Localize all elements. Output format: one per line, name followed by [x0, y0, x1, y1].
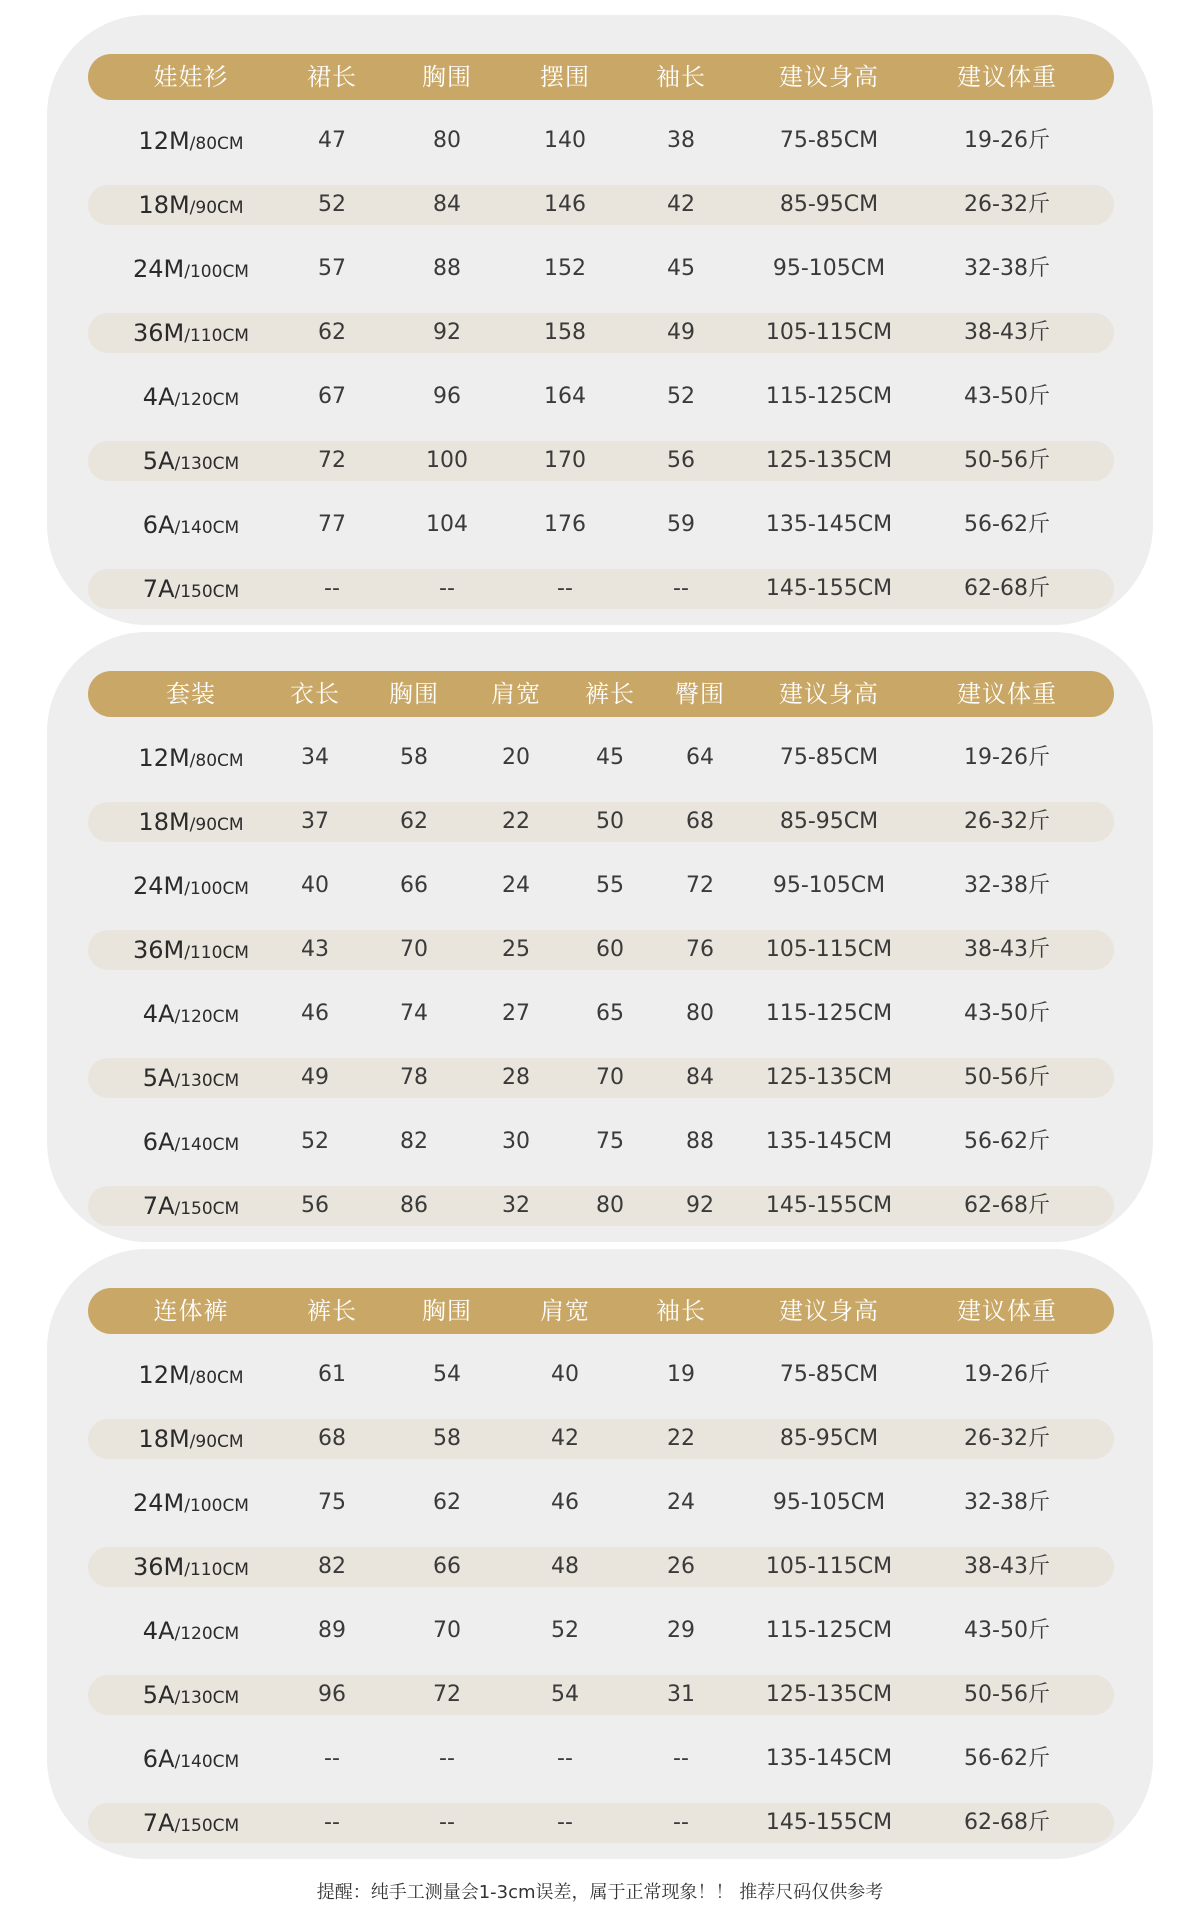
data-cell: 75-85CM: [779, 745, 879, 770]
data-cell: 50-56斤: [964, 1065, 1050, 1090]
data-cell: 68: [686, 809, 714, 834]
data-cell: 62-68斤: [964, 1193, 1050, 1218]
data-cell: 40: [551, 1362, 579, 1387]
header-cell: 建议身高: [779, 680, 879, 708]
data-cell: 26-32斤: [964, 1426, 1050, 1451]
data-cell: 29: [667, 1618, 695, 1643]
header-cell: 裤长: [307, 1297, 357, 1325]
data-cell: 170: [544, 448, 586, 473]
data-cell: 152: [544, 256, 586, 281]
data-cell: 62-68斤: [964, 576, 1050, 601]
data-cell: 48: [551, 1554, 579, 1579]
data-cell: 95-105CM: [772, 873, 886, 898]
size-height-suffix: /90CM: [189, 815, 244, 835]
data-cell: 64: [686, 745, 714, 770]
data-cell: 20: [502, 745, 530, 770]
size-label: [133, 938, 249, 962]
data-cell: 52: [551, 1618, 579, 1643]
data-cell: 66: [400, 873, 428, 898]
data-cell: 60: [596, 937, 624, 962]
data-cell: 55: [596, 873, 624, 898]
data-cell: 125-135CM: [765, 1682, 893, 1707]
data-cell: 80: [686, 1001, 714, 1026]
data-cell: 19-26斤: [964, 745, 1050, 770]
size-label: [133, 1491, 249, 1515]
data-cell: 32-38斤: [964, 1490, 1050, 1515]
size-code: 4A: [142, 1000, 175, 1028]
data-cell: 54: [551, 1682, 579, 1707]
size-height-suffix: /80CM: [189, 1368, 244, 1388]
header-cell: 胸围: [422, 1297, 472, 1325]
data-cell: 115-125CM: [765, 1618, 893, 1643]
data-cell: --: [439, 1746, 455, 1771]
data-cell: 145-155CM: [765, 1193, 893, 1218]
size-height-suffix: /80CM: [189, 751, 244, 771]
header-cell: 肩宽: [491, 680, 541, 708]
data-cell: 75: [318, 1490, 346, 1515]
size-height-suffix: /100CM: [184, 879, 249, 899]
data-cell: 19-26斤: [964, 128, 1050, 153]
header-cell: 连体裤: [153, 1297, 229, 1325]
data-cell: 76: [686, 937, 714, 962]
header-cell: 建议体重: [957, 1297, 1057, 1325]
data-cell: 75-85CM: [779, 128, 879, 153]
data-cell: 56: [667, 448, 695, 473]
data-cell: 135-145CM: [765, 1746, 893, 1771]
data-cell: 24: [667, 1490, 695, 1515]
data-cell: 145-155CM: [765, 1810, 893, 1835]
data-cell: 82: [318, 1554, 346, 1579]
data-cell: 80: [596, 1193, 624, 1218]
data-cell: 65: [596, 1001, 624, 1026]
data-cell: 45: [596, 745, 624, 770]
header-cell: 肩宽: [540, 1297, 590, 1325]
data-cell: 96: [318, 1682, 346, 1707]
data-cell: 58: [433, 1426, 461, 1451]
data-cell: 19-26斤: [964, 1362, 1050, 1387]
size-code: 18M: [138, 808, 190, 836]
data-cell: 49: [301, 1065, 329, 1090]
data-cell: --: [324, 1810, 340, 1835]
data-cell: --: [439, 1810, 455, 1835]
data-cell: 58: [400, 745, 428, 770]
size-height-suffix: /110CM: [184, 1560, 249, 1580]
data-cell: 56-62斤: [964, 1129, 1050, 1154]
data-cell: --: [673, 1746, 689, 1771]
data-cell: 22: [502, 809, 530, 834]
size-label: [133, 1555, 249, 1579]
header-cell: 建议身高: [779, 1297, 879, 1325]
size-label: [133, 257, 249, 281]
data-cell: 46: [551, 1490, 579, 1515]
data-cell: --: [557, 576, 573, 601]
row-band: [88, 1675, 1114, 1715]
data-cell: --: [557, 1810, 573, 1835]
data-cell: 70: [433, 1618, 461, 1643]
data-cell: 140: [544, 128, 586, 153]
data-cell: 75-85CM: [779, 1362, 879, 1387]
data-cell: 70: [400, 937, 428, 962]
data-cell: 105-115CM: [765, 320, 893, 345]
data-cell: 26: [667, 1554, 695, 1579]
row-band: [88, 569, 1114, 609]
size-code: 24M: [133, 1489, 185, 1517]
data-cell: 57: [318, 256, 346, 281]
data-cell: 125-135CM: [765, 1065, 893, 1090]
data-cell: 70: [596, 1065, 624, 1090]
size-code: 5A: [142, 447, 175, 475]
header-cell: 臀围: [675, 680, 725, 708]
data-cell: 28: [502, 1065, 530, 1090]
size-height-suffix: /110CM: [184, 943, 249, 963]
size-code: 5A: [142, 1681, 175, 1709]
size-height-suffix: /100CM: [184, 262, 249, 282]
size-height-suffix: /130CM: [174, 1071, 240, 1091]
data-cell: 77: [318, 512, 346, 537]
size-height-suffix: /110CM: [184, 326, 249, 346]
data-cell: 22: [667, 1426, 695, 1451]
data-cell: 95-105CM: [772, 1490, 886, 1515]
size-code: 4A: [142, 1617, 175, 1645]
data-cell: 105-115CM: [765, 1554, 893, 1579]
data-cell: 125-135CM: [765, 448, 893, 473]
size-label: [143, 1194, 239, 1218]
size-height-suffix: /90CM: [189, 1432, 244, 1452]
size-label: [143, 1066, 239, 1090]
data-cell: 82: [400, 1129, 428, 1154]
data-cell: 62-68斤: [964, 1810, 1050, 1835]
size-code: 7A: [142, 1809, 175, 1837]
data-cell: 85-95CM: [779, 809, 879, 834]
header-cell: 建议体重: [957, 63, 1057, 91]
data-cell: 26-32斤: [964, 192, 1050, 217]
size-label: [143, 1002, 239, 1026]
size-code: 6A: [142, 511, 175, 539]
data-cell: 42: [667, 192, 695, 217]
data-cell: 84: [686, 1065, 714, 1090]
data-cell: 38-43斤: [964, 1554, 1050, 1579]
size-label: [143, 1619, 239, 1643]
data-cell: 135-145CM: [765, 512, 893, 537]
size-height-suffix: /120CM: [174, 1007, 240, 1027]
data-cell: 49: [667, 320, 695, 345]
size-code: 12M: [138, 744, 190, 772]
data-cell: 46: [301, 1001, 329, 1026]
data-cell: 26-32斤: [964, 809, 1050, 834]
data-cell: 135-145CM: [765, 1129, 893, 1154]
data-cell: --: [673, 1810, 689, 1835]
size-label: [133, 874, 249, 898]
data-cell: 92: [433, 320, 461, 345]
size-code: 6A: [142, 1745, 175, 1773]
data-cell: --: [439, 576, 455, 601]
size-code: 36M: [133, 936, 185, 964]
data-cell: 38-43斤: [964, 937, 1050, 962]
size-label: [143, 449, 239, 473]
data-cell: 105-115CM: [765, 937, 893, 962]
data-cell: 27: [502, 1001, 530, 1026]
data-cell: 45: [667, 256, 695, 281]
size-label: [143, 1747, 239, 1771]
data-cell: 100: [426, 448, 468, 473]
data-cell: --: [557, 1746, 573, 1771]
data-cell: 67: [318, 384, 346, 409]
data-cell: 86: [400, 1193, 428, 1218]
size-code: 36M: [133, 319, 185, 347]
size-label: [143, 1130, 239, 1154]
data-cell: 80: [433, 128, 461, 153]
size-code: 5A: [142, 1064, 175, 1092]
data-cell: 89: [318, 1618, 346, 1643]
data-cell: 52: [667, 384, 695, 409]
data-cell: 62: [318, 320, 346, 345]
data-cell: 32-38斤: [964, 873, 1050, 898]
data-cell: --: [324, 1746, 340, 1771]
row-band: [88, 441, 1114, 481]
data-cell: 56-62斤: [964, 1746, 1050, 1771]
size-label: [143, 1811, 239, 1835]
size-label: [143, 513, 239, 537]
data-cell: 164: [544, 384, 586, 409]
header-cell: 套装: [166, 680, 216, 708]
data-cell: --: [324, 576, 340, 601]
header-cell: 娃娃衫: [153, 63, 229, 91]
data-cell: 52: [318, 192, 346, 217]
size-label: [138, 1427, 243, 1451]
size-height-suffix: /140CM: [174, 1135, 240, 1155]
data-cell: 19: [667, 1362, 695, 1387]
size-label: [133, 321, 249, 345]
size-height-suffix: /80CM: [189, 134, 244, 154]
data-cell: 72: [686, 873, 714, 898]
data-cell: 30: [502, 1129, 530, 1154]
size-height-suffix: /140CM: [174, 1752, 240, 1772]
header-cell: 袖长: [656, 63, 706, 91]
size-height-suffix: /90CM: [189, 198, 244, 218]
data-cell: 34: [301, 745, 329, 770]
size-height-suffix: /130CM: [174, 1688, 240, 1708]
size-code: 36M: [133, 1553, 185, 1581]
size-height-suffix: /100CM: [184, 1496, 249, 1516]
size-height-suffix: /130CM: [174, 454, 240, 474]
data-cell: 43: [301, 937, 329, 962]
data-cell: 85-95CM: [779, 192, 879, 217]
size-height-suffix: /150CM: [174, 582, 240, 602]
header-cell: 袖长: [656, 1297, 706, 1325]
data-cell: 38-43斤: [964, 320, 1050, 345]
data-cell: 62: [400, 809, 428, 834]
data-cell: 72: [433, 1682, 461, 1707]
size-code: 7A: [142, 1192, 175, 1220]
data-cell: 96: [433, 384, 461, 409]
data-cell: 50-56斤: [964, 1682, 1050, 1707]
data-cell: 25: [502, 937, 530, 962]
size-label: [143, 577, 239, 601]
header-cell: 胸围: [389, 680, 439, 708]
size-code: 24M: [133, 255, 185, 283]
data-cell: 84: [433, 192, 461, 217]
data-cell: 50-56斤: [964, 448, 1050, 473]
size-label: [138, 1363, 243, 1387]
size-code: 24M: [133, 872, 185, 900]
data-cell: 38: [667, 128, 695, 153]
size-label: [138, 193, 243, 217]
footer-note: 提醒：纯手工测量会1-3cm误差，属于正常现象！！ 推荐尺码仅供参考: [316, 1882, 884, 1903]
data-cell: 43-50斤: [964, 1001, 1050, 1026]
size-label: [138, 746, 243, 770]
data-cell: 24: [502, 873, 530, 898]
data-cell: 115-125CM: [765, 1001, 893, 1026]
data-cell: 88: [686, 1129, 714, 1154]
data-cell: 62: [433, 1490, 461, 1515]
data-cell: 37: [301, 809, 329, 834]
data-cell: 66: [433, 1554, 461, 1579]
data-cell: 42: [551, 1426, 579, 1451]
data-cell: 146: [544, 192, 586, 217]
data-cell: 56: [301, 1193, 329, 1218]
data-cell: 31: [667, 1682, 695, 1707]
data-cell: 176: [544, 512, 586, 537]
data-cell: 85-95CM: [779, 1426, 879, 1451]
data-cell: 32-38斤: [964, 256, 1050, 281]
data-cell: 158: [544, 320, 586, 345]
header-cell: 建议体重: [957, 680, 1057, 708]
size-height-suffix: /120CM: [174, 1624, 240, 1644]
size-height-suffix: /150CM: [174, 1199, 240, 1219]
size-height-suffix: /150CM: [174, 1816, 240, 1836]
data-cell: 32: [502, 1193, 530, 1218]
data-cell: 56-62斤: [964, 512, 1050, 537]
data-cell: 61: [318, 1362, 346, 1387]
size-code: 18M: [138, 191, 190, 219]
data-cell: 115-125CM: [765, 384, 893, 409]
data-cell: 92: [686, 1193, 714, 1218]
data-cell: 40: [301, 873, 329, 898]
header-cell: 胸围: [422, 63, 472, 91]
data-cell: 68: [318, 1426, 346, 1451]
header-cell: 摆围: [540, 63, 590, 91]
size-label: [138, 810, 243, 834]
size-label: [143, 1683, 239, 1707]
data-cell: 104: [426, 512, 468, 537]
data-cell: 74: [400, 1001, 428, 1026]
data-cell: 50: [596, 809, 624, 834]
data-cell: 47: [318, 128, 346, 153]
header-cell: 裙长: [307, 63, 357, 91]
data-cell: 75: [596, 1129, 624, 1154]
data-cell: 78: [400, 1065, 428, 1090]
size-code: 18M: [138, 1425, 190, 1453]
data-cell: 72: [318, 448, 346, 473]
size-code: 12M: [138, 127, 190, 155]
size-height-suffix: /140CM: [174, 518, 240, 538]
data-cell: 88: [433, 256, 461, 281]
size-code: 7A: [142, 575, 175, 603]
data-cell: 54: [433, 1362, 461, 1387]
header-cell: 衣长: [290, 680, 340, 708]
data-cell: 59: [667, 512, 695, 537]
header-cell: 裤长: [585, 680, 635, 708]
header-cell: 建议身高: [779, 63, 879, 91]
size-height-suffix: /120CM: [174, 390, 240, 410]
size-code: 12M: [138, 1361, 190, 1389]
data-cell: 145-155CM: [765, 576, 893, 601]
data-cell: 52: [301, 1129, 329, 1154]
data-cell: 95-105CM: [772, 256, 886, 281]
data-cell: 43-50斤: [964, 1618, 1050, 1643]
data-cell: --: [673, 576, 689, 601]
size-label: [138, 129, 243, 153]
size-code: 6A: [142, 1128, 175, 1156]
row-band: [88, 1803, 1114, 1843]
size-label: [143, 385, 239, 409]
data-cell: 43-50斤: [964, 384, 1050, 409]
size-code: 4A: [142, 383, 175, 411]
